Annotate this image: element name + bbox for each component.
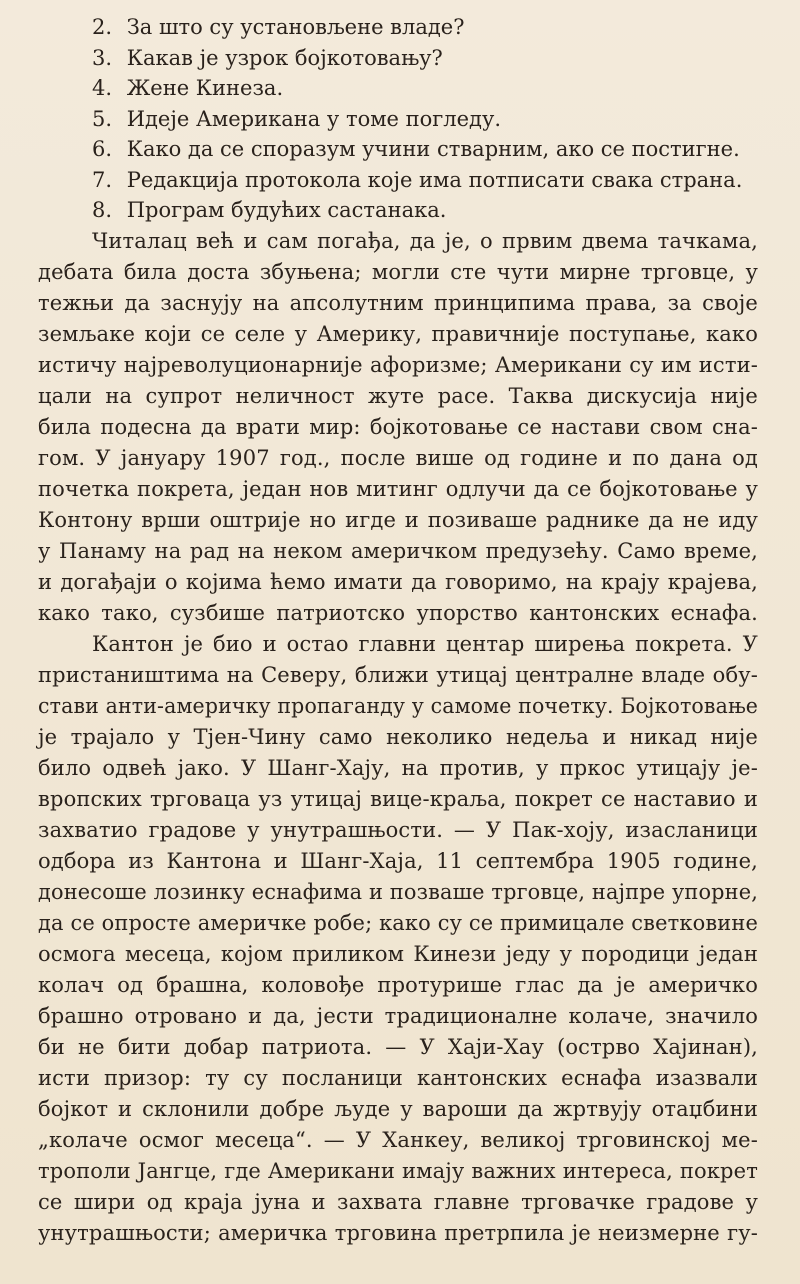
text-line: донесоше лозинку еснафима и позваше трговце, најпре упорне, (38, 879, 758, 904)
text-line: земљаке који се селе у Америку, правичније поступање, како (38, 321, 758, 346)
text-line: Контону врши оштрије но игде и позиваше раднике да не иду (38, 507, 758, 532)
text-line: пристаништима на Северу, ближи утицај централне владе обу- (38, 662, 758, 687)
text-line: била подесна да врати мир: бојкотовање се настави свом сна- (38, 414, 758, 439)
text-line: брашно отровано и да, јести традиционалне колаче, значило (38, 1003, 758, 1028)
list-item (38, 43, 758, 74)
list-text: Идеје Американа у томе погледу. (126, 106, 502, 131)
list-text: Редакција протокола које има потписати свака страна. (126, 167, 743, 192)
text-line: Читалац већ и сам погађа, да је, о првим двема тачкама, (92, 228, 758, 253)
text-line: би не бити добар патриота. — У Хаји-Хау (острво Хајинан), (38, 1034, 758, 1059)
list-number: 5. (92, 106, 113, 131)
list-number: 3. (92, 45, 113, 70)
text-line: Кантон је био и остао главни центар ширења покрета. У (92, 631, 758, 656)
list-number: 8. (92, 198, 113, 222)
list-text: Како да се споразум учини стварним, ако се постигне. (126, 137, 740, 161)
text-line: трополи Јангце, где Американи имају важних интереса, покрет (38, 1158, 758, 1183)
list-text: За што су установљене владе? (126, 15, 465, 39)
text-line: исти призор: ту су посланици кантонских еснафа изазвали (38, 1065, 758, 1090)
text-line: одбора из Кантона и Шанг-Хаја, 11 септембра 1905 године, (38, 848, 758, 873)
text-line: „колаче осмог месеца“. — У Ханкеу, великој трговинској ме- (38, 1127, 758, 1152)
text-line: да се опросте америчке робе; како су се примицале светковине (38, 910, 758, 935)
text-line: се шири од краја јуна и захвата главне трговачке градове у (38, 1189, 758, 1214)
text-line: истичу најреволуционарније афоризме; Американи су им исти- (38, 352, 758, 377)
text-line: гом. У јануару 1907 год., после више од године и по дана од (38, 445, 758, 470)
list-item (38, 165, 758, 196)
list-number: 2. (92, 15, 113, 39)
text-line: у Панаму на рад на неком америчком предузећу. Само време, (38, 538, 758, 563)
list-item (38, 12, 758, 43)
text-line: и догађаји о којима ћемо имати да говоримо, на крају крајева, (38, 569, 758, 594)
list-number: 6. (92, 137, 113, 161)
text-line: колач од брашна, коловође протурише глас да је америчко (38, 972, 758, 997)
text-line: како тако, сузбише патриотско упорство кантонских еснафа. (38, 600, 758, 625)
list-text: Програм будућих састанака. (126, 198, 447, 222)
paragraph-two (38, 629, 758, 1249)
text-line: почетка покрета, један нов митинг одлучи да се бојкотовање у (38, 476, 758, 501)
text-line: унутрашњости; америчка трговина претрпила је неизмерне гу- (38, 1220, 758, 1245)
text-line: бојкот и склонили добре људе у вароши да жртвују отаџбини (38, 1096, 758, 1121)
paragraph-one (38, 226, 758, 629)
text-line: било одвећ јако. У Шанг-Хају, на против, у пркос утицају је- (38, 755, 758, 780)
list-item (38, 104, 758, 135)
text-line: захватио градове у унутрашњости. — У Пак-хоју, изасланици (38, 817, 758, 842)
list-number: 4. (92, 76, 113, 100)
list-item (38, 73, 758, 104)
list-text: Жене Кинеза. (126, 76, 284, 100)
text-line: је трајало у Тјен-Чину само неколико недеља и никад није (38, 724, 758, 749)
text-line: вропских трговаца уз утицај вице-краља, покрет се наставио и (38, 786, 758, 811)
list-text: Какав је узрок бојкотовању? (126, 45, 443, 70)
list-item (38, 134, 758, 165)
numbered-list (38, 12, 758, 226)
text-line: цали на супрот неличност жуте расе. Таква дискусија није (38, 383, 758, 408)
list-number: 7. (92, 167, 113, 192)
text-line: тежњи да заснују на апсолутним принципима права, за своје (38, 290, 758, 315)
list-item (38, 195, 758, 226)
text-line: осмога месеца, којом приликом Кинези једу у породици један (38, 941, 758, 966)
text-line: дебата била доста збуњена; могли сте чути мирне трговце, у (38, 259, 758, 284)
text-line: стави анти-америчку пропаганду у самоме почетку. Бојкотовање (38, 693, 758, 718)
